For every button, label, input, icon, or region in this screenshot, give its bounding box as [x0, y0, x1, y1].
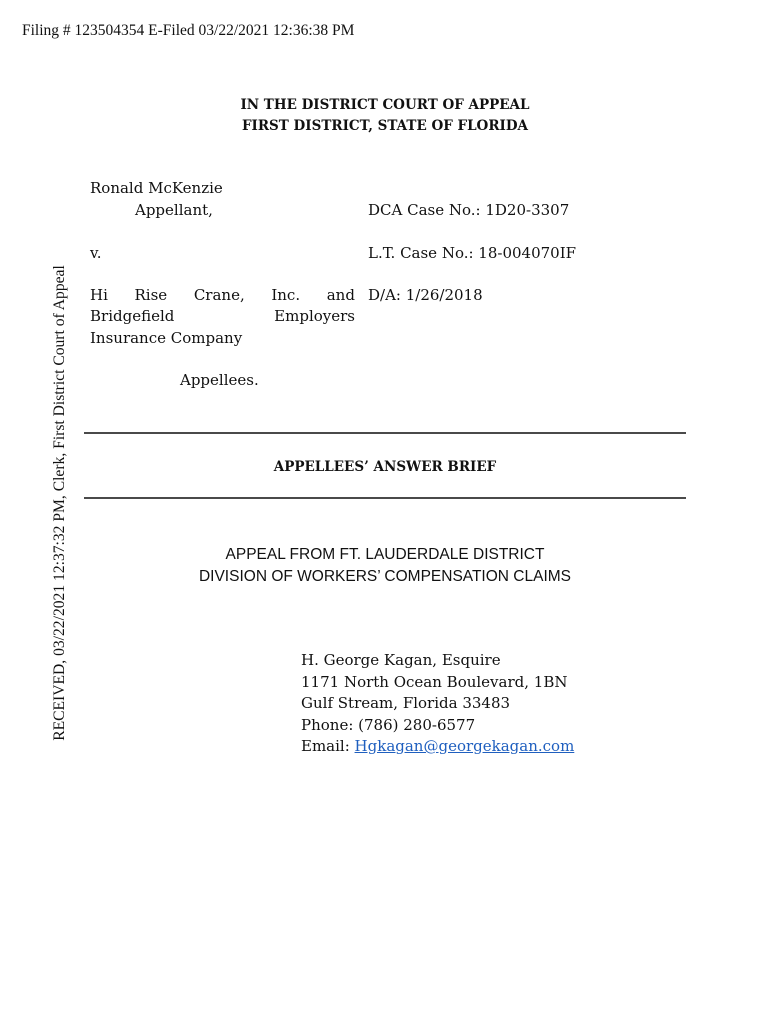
appellees-line2: [90, 306, 355, 327]
appellant-role: Appellant,: [135, 201, 213, 219]
received-stamp: RECEIVED, 03/22/2021 12:37:32 PM, Clerk, First District Court of Appeal: [51, 265, 68, 741]
attorney-email-row: [301, 736, 574, 758]
appeal-from: [0, 544, 770, 588]
date-of-accident: D/A: 1/26/2018: [368, 286, 483, 304]
court-heading: [0, 95, 770, 137]
brief-title: APPELLEES’ ANSWER BRIEF: [273, 459, 497, 475]
appellees-line3: Insurance Company: [90, 329, 243, 347]
appellees-word: Crane,: [193, 286, 245, 304]
bottom-divider: [84, 497, 686, 499]
attorney-phone: Phone: (786) 280-6577: [301, 715, 476, 734]
appellees-word: Employers: [274, 307, 355, 325]
versus-label: v.: [90, 244, 102, 262]
appellees-word: Inc.: [271, 286, 301, 304]
attorney-block: [301, 650, 574, 758]
court-heading-line1: IN THE DISTRICT COURT OF APPEAL: [240, 97, 530, 113]
attorney-address-line2: Gulf Stream, Florida 33483: [301, 694, 511, 712]
attorney-email-link[interactable]: Hgkagan@georgekagan.com: [354, 737, 575, 755]
appellees-word: Hi: [90, 286, 108, 304]
appeal-from-line1: APPEAL FROM FT. LAUDERDALE DISTRICT: [225, 546, 545, 563]
attorney-address-line1: 1171 North Ocean Boulevard, 1BN: [301, 672, 568, 691]
top-divider: [84, 432, 686, 434]
appellees-line1: [90, 285, 355, 306]
appellees-word: and: [326, 286, 355, 304]
dca-case-number: DCA Case No.: 1D20-3307: [368, 201, 570, 219]
appeal-from-line2: DIVISION OF WORKERS’ COMPENSATION CLAIMS: [198, 568, 572, 585]
appellees-word: Rise: [134, 286, 168, 304]
appellant-name: Ronald McKenzie: [90, 179, 223, 197]
appellees-role: Appellees.: [180, 371, 259, 389]
court-heading-line2: FIRST DISTRICT, STATE OF FLORIDA: [241, 118, 529, 134]
appellees-word: Bridgefield: [90, 307, 175, 325]
attorney-email-label: Email:: [301, 737, 350, 755]
attorney-name: H. George Kagan, Esquire: [301, 651, 501, 669]
lt-case-number: L.T. Case No.: 18-004070IF: [368, 244, 577, 262]
filing-stamp: Filing # 123504354 E-Filed 03/22/2021 12:36:38 PM: [22, 22, 355, 39]
